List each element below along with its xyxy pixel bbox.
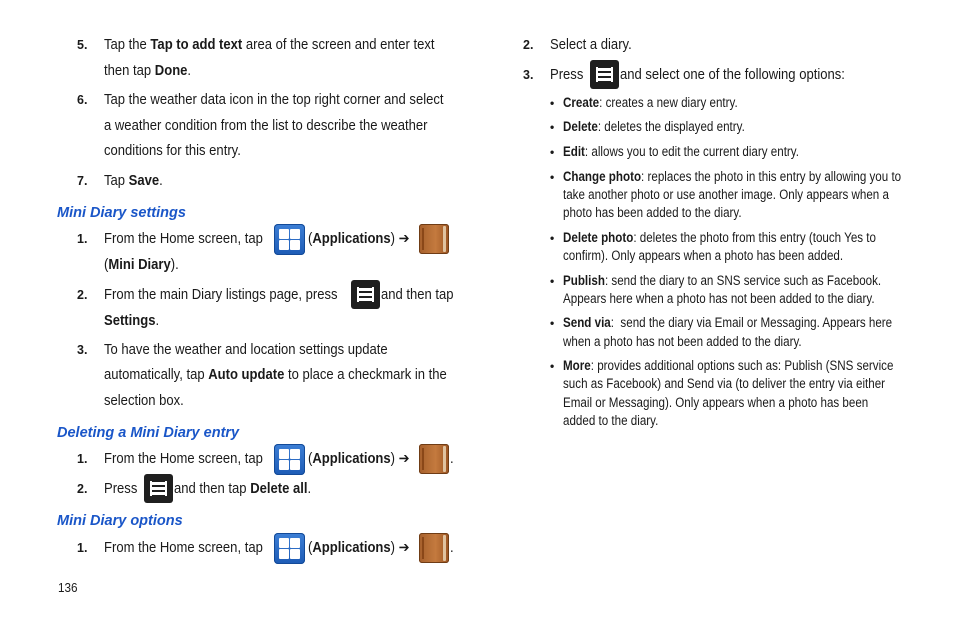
text: to place a checkmark in the [284,367,447,383]
bullet-dot: • [550,231,555,245]
option-term: Edit [563,144,585,159]
step-text: . [450,540,454,556]
step-number: 6. [77,93,88,107]
bullet-text: added to the diary. [563,413,659,428]
text: ). [170,257,179,273]
text: area of the screen and enter text [242,37,435,53]
bullet-text: Appears here when a photo has not been added to the diary. [563,291,875,306]
step-text [104,62,191,80]
text: : deletes the displayed entry. [597,119,745,134]
step-text: selection box. [104,393,184,409]
step-text: conditions for this entry. [104,143,241,159]
section-heading: Deleting a Mini Diary entry [57,425,240,441]
step-text: Press [104,481,138,497]
ui-term: Applications [312,540,391,556]
bullet-dot: • [550,274,555,288]
step-text: Tap the weather data icon in the top right corner and select [104,92,444,108]
bullet-dot: • [550,316,555,330]
bullet-dot: • [550,96,555,110]
text: Tap the [104,37,151,53]
bullet-text [563,272,881,290]
text: ) [390,540,399,556]
option-term: Delete photo [563,230,634,245]
step-text: From the Home screen, tap [104,451,263,467]
mini-diary-icon [419,224,449,254]
ui-term: Applications [312,231,391,247]
menu-key-icon [590,60,619,89]
ui-term: Save [128,173,160,189]
step-text: and select one of the following options: [620,67,845,83]
option-term: Delete [563,119,598,134]
bullet-text: photo has been added to the diary. [563,205,742,220]
bullet-text [563,94,738,112]
ui-term: Tap to add text [150,37,243,53]
text: . [187,63,192,79]
ui-term: Done [154,63,188,79]
text: ( [308,451,313,467]
text: Tap [104,173,129,189]
step-text [104,366,447,384]
text: and then tap [174,481,251,497]
page-number: 136 [58,580,78,595]
step-text: From the Home screen, tap [104,540,263,556]
text: . [159,173,163,189]
bullet-text [563,357,893,375]
text: . [155,313,160,329]
step-number: 3. [523,68,534,82]
mini-diary-icon [419,444,449,474]
applications-icon [274,224,305,255]
ui-term: Mini Diary [108,257,171,273]
arrow-icon: ➔ [398,540,410,556]
bullet-text [563,314,892,332]
applications-icon [274,533,305,564]
step-text: Press [550,67,584,83]
step-number: 1. [77,541,88,555]
text: ) [390,231,399,247]
text: then tap [104,63,155,79]
step-number: 7. [77,174,88,188]
text: : deletes the photo from this entry (touch Yes to [633,230,876,245]
step-text [308,450,410,468]
text: . [307,481,312,497]
option-term: Publish [563,273,605,288]
text: ( [104,257,109,273]
section-heading: Mini Diary settings [57,205,186,221]
bullet-dot: • [550,120,555,134]
step-text [104,256,179,274]
section-heading: Mini Diary options [57,513,183,529]
step-number: 5. [77,38,88,52]
step-number: 2. [77,482,88,496]
step-number: 3. [77,343,88,357]
text: ( [308,540,313,556]
bullet-text: when a photo has not been added to the diary. [563,334,802,349]
step-number: 1. [77,232,88,246]
step-text [174,480,311,498]
step-text: a weather condition from the list to describe the weather [104,118,428,134]
step-text: Select a diary. [550,37,632,53]
applications-icon [274,444,305,475]
text: : send the diary via Email or Messaging. Appears here [610,315,893,330]
text: ( [308,231,313,247]
option-term: Send via [563,315,611,330]
bullet-text [563,118,745,136]
ui-term: Delete all [250,481,308,497]
mini-diary-icon [419,533,449,563]
bullet-dot: • [550,145,555,159]
option-term: Change photo [563,169,642,184]
text: : creates a new diary entry. [599,95,738,110]
option-term: More [563,358,591,373]
step-text: To have the weather and location settings update [104,342,388,358]
step-text [104,36,435,54]
step-number: 1. [77,452,88,466]
bullet-text [563,168,901,186]
bullet-text: take another photo or use another image. Only appears when a [563,187,889,202]
bullet-text: such as Facebook) and Send via (to deliver the entry via either [563,376,886,391]
bullet-text: confirm). Only appears when a photo has been added. [563,248,844,263]
bullet-dot: • [550,170,555,184]
arrow-icon: ➔ [398,451,410,467]
option-term: Create [563,95,600,110]
text: : provides additional options such as: Publish (SNS service [590,358,894,373]
bullet-dot: • [550,359,555,373]
step-text [308,230,410,248]
menu-key-icon [351,280,380,309]
step-number: 2. [523,38,534,52]
text: : replaces the photo in this entry by allowing you to [641,169,902,184]
text: : send the diary to an SNS service such as Facebook. [604,273,882,288]
text: ) [390,451,399,467]
bullet-text: Email or Messaging). Only appears when a photo has been [563,395,869,410]
step-text: and then tap [381,287,454,303]
step-text [104,172,163,190]
arrow-icon: ➔ [398,231,410,247]
step-text [104,312,159,330]
menu-key-icon [144,474,173,503]
step-text [308,539,410,557]
ui-term: Settings [104,313,156,329]
step-text: From the main Diary listings page, press [104,287,338,303]
step-text: . [450,451,454,467]
text: automatically, tap [104,367,209,383]
ui-term: Auto update [208,367,285,383]
bullet-text [563,143,799,161]
step-text: From the Home screen, tap [104,231,263,247]
bullet-text [563,229,876,247]
ui-term: Applications [312,451,391,467]
step-number: 2. [77,288,88,302]
text: : allows you to edit the current diary entry. [584,144,799,159]
